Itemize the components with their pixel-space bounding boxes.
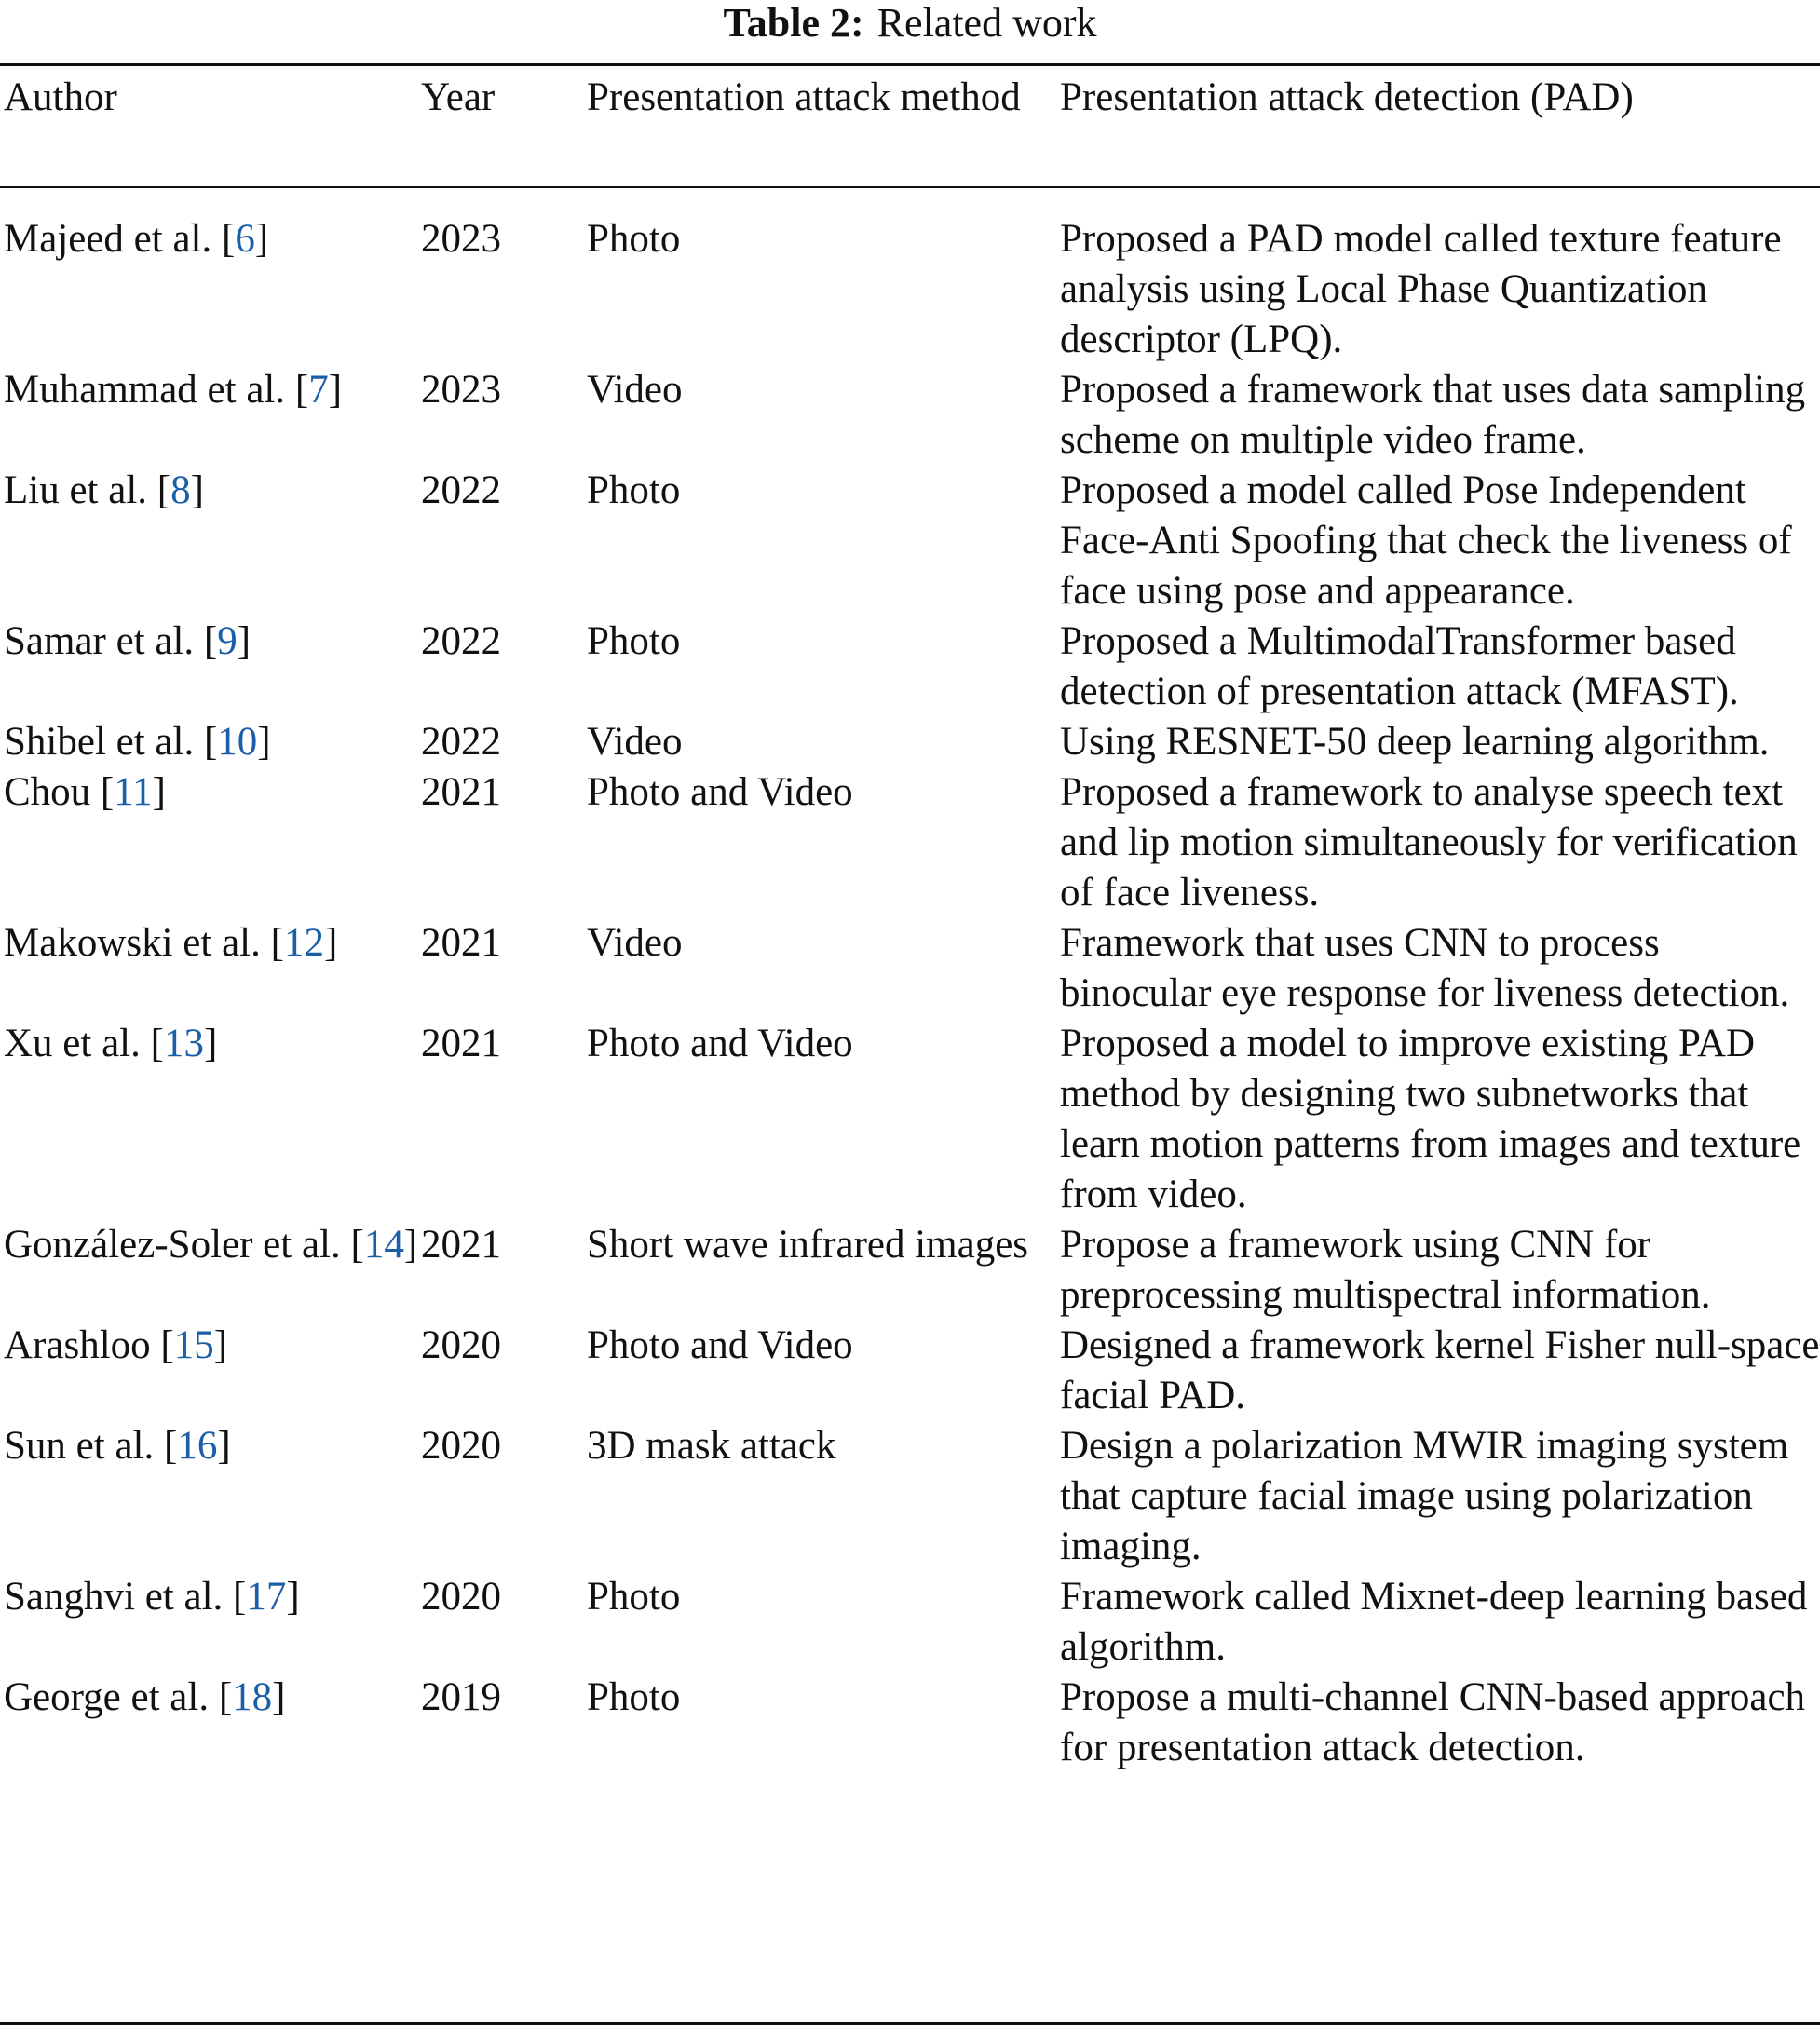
table-row — [0, 617, 1820, 717]
cell-year: 2022 — [421, 619, 501, 663]
cell-author — [0, 214, 421, 365]
author-name: Arashloo [ — [4, 1323, 174, 1367]
cell-year: 2022 — [421, 468, 501, 512]
table-body — [0, 186, 1820, 1773]
cell-method: Photo — [587, 217, 681, 261]
cell-author — [0, 1421, 421, 1572]
cell-pad: Propose a multi-channel CNN-based approach for presentation attack detection. — [1060, 1675, 1806, 1769]
citation-bracket-close: ] — [203, 1022, 218, 1065]
cell-method: Photo and Video — [587, 1323, 853, 1367]
cell-method: Photo — [587, 468, 681, 512]
author-name: Sanghvi et al. [ — [4, 1575, 247, 1619]
table-row — [0, 1673, 1820, 1773]
citation-bracket-close: ] — [323, 921, 338, 965]
cell-pad: Proposed a framework to analyse speech text and lip motion simultaneously for verification of face liveness. — [1060, 770, 1798, 915]
citation-link[interactable]: 9 — [217, 619, 238, 663]
cell-method: Photo — [587, 1675, 681, 1719]
citation-bracket-close: ] — [272, 1675, 286, 1719]
cell-method: Photo and Video — [587, 1022, 853, 1065]
table-row — [0, 717, 1820, 767]
header-method: Presentation attack method — [587, 75, 1021, 119]
cell-pad: Framework called Mixnet-deep learning based algorithm. — [1060, 1575, 1808, 1669]
citation-link[interactable]: 11 — [114, 770, 153, 814]
table-header-row — [0, 0, 1820, 186]
citation-link[interactable]: 15 — [173, 1323, 214, 1367]
table-row — [0, 466, 1820, 617]
citation-link[interactable]: 16 — [177, 1424, 218, 1468]
citation-link[interactable]: 6 — [235, 217, 255, 261]
cell-author — [0, 1673, 421, 1773]
cell-author — [0, 365, 421, 466]
cell-year: 2021 — [421, 921, 501, 965]
cell-author — [0, 1220, 421, 1321]
citation-bracket-close: ] — [257, 720, 271, 764]
citation-link[interactable]: 18 — [232, 1675, 273, 1719]
cell-method: Video — [587, 921, 683, 965]
cell-pad: Framework that uses CNN to process binocular eye response for liveness detection. — [1060, 921, 1790, 1015]
citation-link[interactable]: 14 — [363, 1223, 404, 1267]
cell-method: Photo and Video — [587, 770, 853, 814]
cell-pad: Proposed a model to improve existing PAD method by designing two subnetworks that learn motion patterns from images and texture from video. — [1060, 1022, 1801, 1216]
cell-method: Photo — [587, 619, 681, 663]
author-name: George et al. [ — [4, 1675, 233, 1719]
table-row — [0, 1421, 1820, 1572]
cell-method: Short wave infrared images — [587, 1223, 1029, 1267]
table-row — [0, 1572, 1820, 1673]
author-name: Makowski et al. [ — [4, 921, 284, 965]
table-row — [0, 918, 1820, 1019]
cell-pad: Proposed a MultimodalTransformer based detection of presentation attack (MFAST). — [1060, 619, 1739, 713]
cell-pad: Designed a framework kernel Fisher null-space facial PAD. — [1060, 1323, 1820, 1417]
table-bottom-rule — [0, 2022, 1820, 2025]
cell-method: Video — [587, 368, 683, 412]
cell-author — [0, 767, 421, 918]
cell-author — [0, 617, 421, 717]
cell-pad: Using RESNET-50 deep learning algorithm. — [1060, 720, 1770, 764]
cell-pad: Propose a framework using CNN for preprocessing multispectral information. — [1060, 1223, 1711, 1317]
cell-pad: Design a polarization MWIR imaging system that capture facial image using polarization imaging. — [1060, 1424, 1789, 1568]
citation-bracket-close: ] — [286, 1575, 300, 1619]
citation-bracket-close: ] — [328, 368, 343, 412]
citation-link[interactable]: 13 — [163, 1022, 204, 1065]
cell-author — [0, 1321, 421, 1421]
cell-year: 2020 — [421, 1575, 501, 1619]
cell-pad: Proposed a PAD model called texture feature analysis using Local Phase Quantization descriptor (LPQ). — [1060, 217, 1782, 361]
author-name: Shibel et al. [ — [4, 720, 218, 764]
citation-bracket-close: ] — [152, 770, 166, 814]
table-caption-label: Table 2: — [723, 0, 864, 46]
cell-author — [0, 918, 421, 1019]
table-row — [0, 1321, 1820, 1421]
citation-bracket-close: ] — [190, 468, 204, 512]
cell-pad: Proposed a framework that uses data sampling scheme on multiple video frame. — [1060, 368, 1806, 462]
cell-author — [0, 717, 421, 767]
header-author: Author — [4, 75, 117, 119]
header-year: Year — [421, 75, 496, 119]
table-row — [0, 365, 1820, 466]
cell-year: 2020 — [421, 1323, 501, 1367]
table-row — [0, 1220, 1820, 1321]
citation-bracket-close: ] — [217, 1424, 231, 1468]
author-name: Muhammad et al. [ — [4, 368, 309, 412]
cell-author — [0, 466, 421, 617]
cell-year: 2021 — [421, 1223, 501, 1267]
cell-method: Video — [587, 720, 683, 764]
cell-year: 2022 — [421, 720, 501, 764]
cell-year: 2020 — [421, 1424, 501, 1468]
body-top-spacer — [0, 186, 1820, 214]
author-name: Sun et al. [ — [4, 1424, 178, 1468]
cell-year: 2023 — [421, 217, 501, 261]
citation-bracket-close: ] — [403, 1223, 418, 1267]
cell-author — [0, 1019, 421, 1220]
cell-method: Photo — [587, 1575, 681, 1619]
table-row — [0, 214, 1820, 365]
author-name: Chou [ — [4, 770, 115, 814]
author-name: Majeed et al. [ — [4, 217, 236, 261]
cell-author — [0, 1572, 421, 1673]
author-name: Liu et al. [ — [4, 468, 171, 512]
citation-bracket-close: ] — [237, 619, 251, 663]
citation-link[interactable]: 8 — [170, 468, 191, 512]
table-row — [0, 767, 1820, 918]
citation-bracket-close: ] — [213, 1323, 228, 1367]
cell-method: 3D mask attack — [587, 1424, 836, 1468]
cell-pad: Proposed a model called Pose Independent Face-Anti Spoofing that check the liveness of face using pose and appearance. — [1060, 468, 1792, 613]
author-name: Samar et al. [ — [4, 619, 218, 663]
cell-year: 2021 — [421, 1022, 501, 1065]
cell-year: 2019 — [421, 1675, 501, 1719]
header-pad: Presentation attack detection (PAD) — [1060, 75, 1634, 119]
table-row — [0, 1019, 1820, 1220]
citation-link[interactable]: 10 — [217, 720, 258, 764]
citation-link[interactable]: 7 — [308, 368, 329, 412]
citation-link[interactable]: 12 — [283, 921, 324, 965]
cell-year: 2021 — [421, 770, 501, 814]
cell-year: 2023 — [421, 368, 501, 412]
citation-bracket-close: ] — [254, 217, 269, 261]
table-caption-title: Related work — [876, 0, 1097, 46]
author-name: Xu et al. [ — [4, 1022, 164, 1065]
author-name: González-Soler et al. [ — [4, 1223, 364, 1267]
citation-link[interactable]: 17 — [246, 1575, 287, 1619]
